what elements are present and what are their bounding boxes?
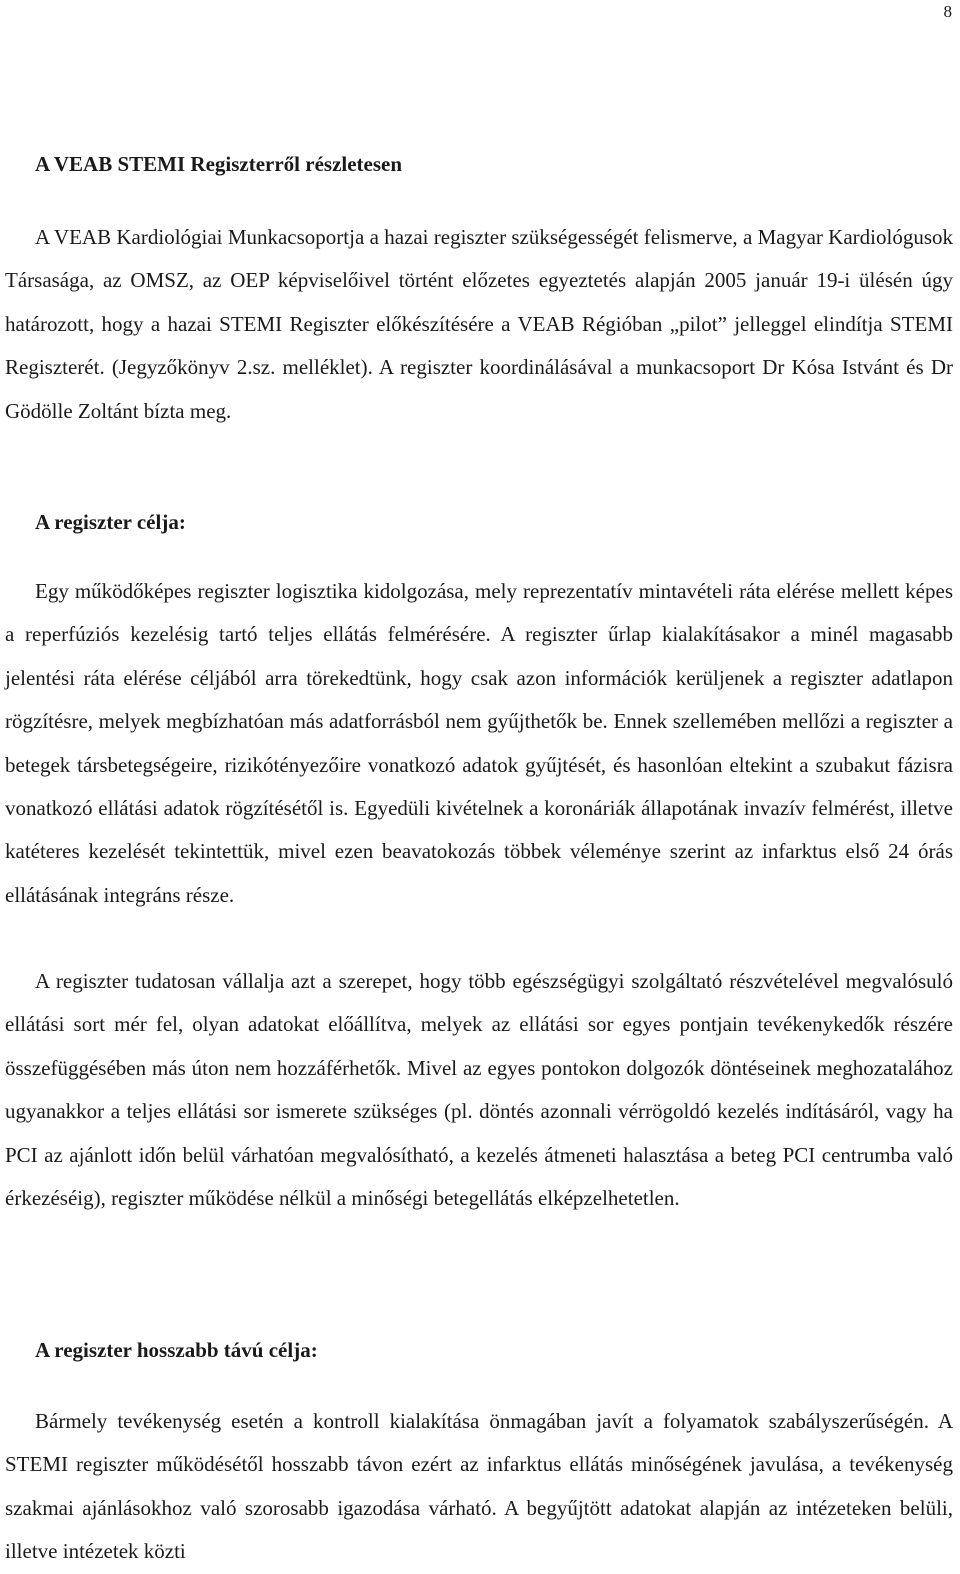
goal-paragraph-2: A regiszter tudatosan vállalja azt a szerepet, hogy több egészségügyi szolgáltató részvételével megvalósuló ellátási sort mér fel, olyan adatokat előállítva, melyek az ellátási sor egyes pontjain tevékenykedők részére összefüggésében más úton nem hozzáférhetők. Mivel az egyes pontokon dolgozók döntéseinek meghozatalához ugyanakkor a teljes ellátási sor ismerete szükséges (pl. döntés azonnali vérrögoldó kezelés indításáról, vagy ha PCI az ajánlott időn belül várhatóan megvalósítható, a kezelés átmeneti halasztása a beteg PCI centrumba való érkezéséig), regiszter működése nélkül a minőségi betegellátás elképzelhetetlen.	[5, 969, 953, 1211]
long-term-goal-paragraph: Bármely tevékenység esetén a kontroll kialakítása önmagában javít a folyamatok szabályszerűségén. A STEMI regiszter működésétől hosszabb távon ezért az infarktus ellátás minőségének javulása, a tevékenység szakmai ajánlásokhoz való szorosabb igazodása várható. A begyűjtött adatokat alapján az intézeteken belüli, illetve intézetek közti	[5, 1409, 953, 1564]
section-heading-long-term-goal: A regiszter hosszabb távú célja:	[35, 1338, 318, 1362]
goal-paragraph-1: Egy működőképes regiszter logisztika kidolgozása, mely reprezentatív mintavételi ráta elérése mellett képes a reperfúziós kezelésig tartó teljes ellátás felmérésére. A regiszter űrlap kialakításakor a minél magasabb jelentési ráta elérése céljából arra törekedtünk, hogy csak azon információk kerüljenek a regiszter adatlapon rögzítésre, melyek megbízhatóan más adatforrásból nem gyűjthetők be. Ennek szellemében mellőzi a regiszter a betegek társbetegségeire, rizikótényezőire vonatkozó adatok gyűjtését, és hasonlóan eltekint a szubakut fázisra vonatkozó ellátási adatok rögzítésétől is. Egyedüli kivételnek a koronáriák állapotának invazív felmérést, illetve katéteres kezelését tekintettük, mivel ezen beavatokozás többek véleménye szerint az infarktus első 24 órás ellátásának integráns része.	[5, 579, 953, 907]
section-heading-goal: A regiszter célja:	[35, 510, 186, 534]
document-title: A VEAB STEMI Regiszterről részletesen	[35, 152, 403, 176]
page-number: 8	[943, 2, 952, 21]
intro-paragraph: A VEAB Kardiológiai Munkacsoportja a hazai regiszter szükségességét felismerve, a Magyar Kardiológusok Társasága, az OMSZ, az OEP képviselőivel történt előzetes egyeztetés alapján 2005 január 19-i ülésén úgy határozott, hogy a hazai STEMI Regiszter előkészítésére a VEAB Régióban „pilot” jelleggel elindítja STEMI Regiszterét. (Jegyzőkönyv 2.sz. melléklet). A regiszter koordinálásával a munkacsoport Dr Kósa Istvánt és Dr Gödölle Zoltánt bízta meg.	[5, 225, 953, 423]
